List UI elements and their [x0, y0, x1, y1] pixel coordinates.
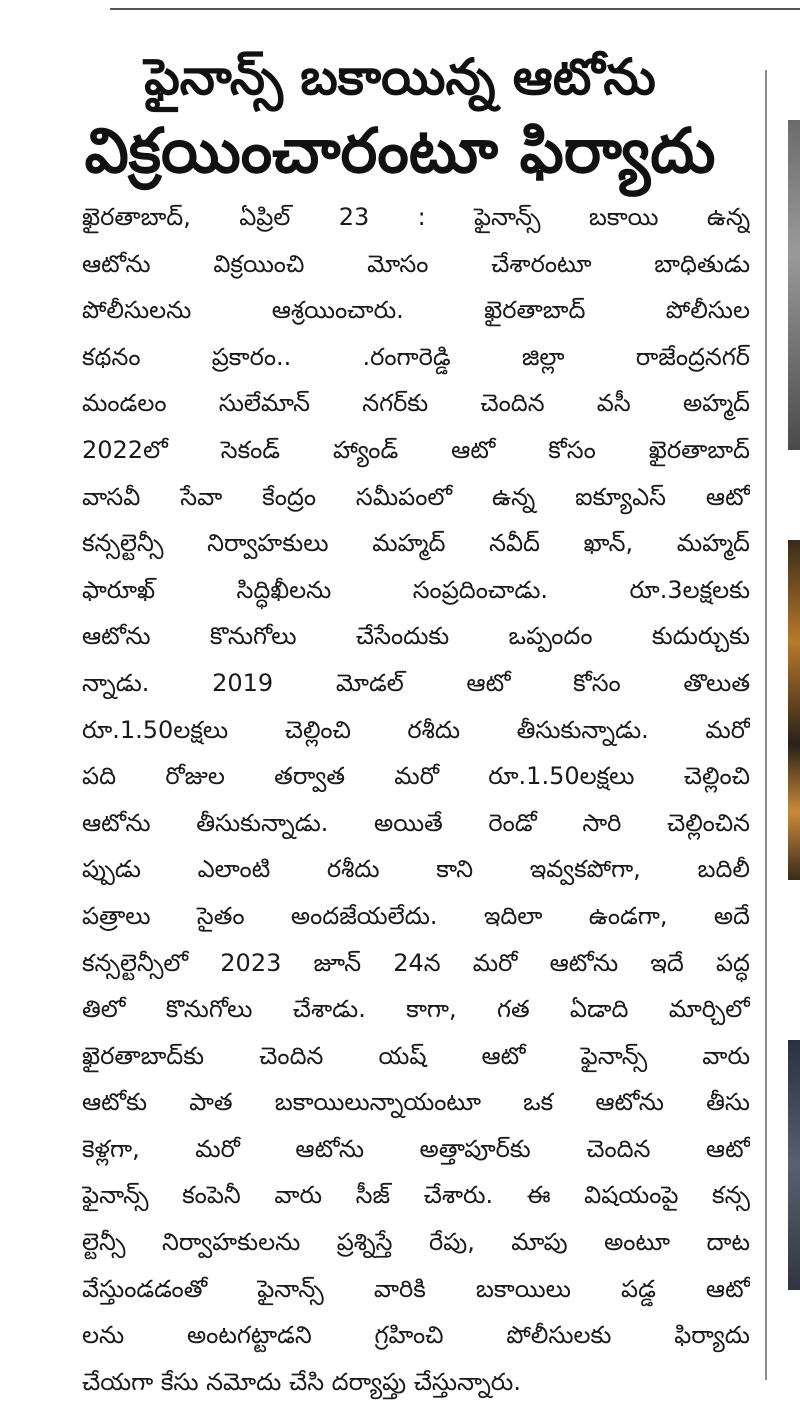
- article-line: ప్పుడు ఎలాంటి రశీదు కాని ఇవ్వకపోగా, బదిలీ: [82, 855, 750, 884]
- article-body: [82, 194, 750, 1405]
- article-line: వేస్తుండడంతో ఫైనాన్స్ వారికి బకాయిలు పడ్డ ఆటో: [82, 1274, 750, 1303]
- article-line: వాసవీ సేవా కేంద్రం సమీపంలో ఉన్న ఐక్యూఎస్ ఆటో: [82, 482, 750, 511]
- adjacent-column-edge: [788, 0, 800, 1385]
- article-line: చేయగా కేసు నమోదు చేసి దర్యాప్తు చేస్తున్నారు.: [82, 1367, 521, 1396]
- headline-line-1: ఫైనాన్స్ బకాయిన్న ఆటోను: [144, 48, 656, 106]
- article-line: కన్సల్టెన్సీ నిర్వాహకులు మహ్మద్ నవీద్ ఖాన్, మహ్మద్: [82, 529, 750, 558]
- article-line: పోలీసులను ఆశ్రయించారు. ఖైరతాబాద్ పోలీసుల: [82, 296, 750, 325]
- article-line: రూ.1.50లక్షలు చెల్లించి రశీదు తీసుకున్నాడు. మరో: [82, 715, 750, 744]
- article-line: ఫైనాన్స్ కంపెనీ వారు సీజ్ చేశారు. ఈ విషయంపై కన్స: [82, 1181, 750, 1210]
- article-line: ఆటోకు పాత బకాయిలున్నాయంటూ ఒక ఆటోను తీసు: [82, 1088, 750, 1117]
- article-line: పత్రాలు సైతం అందజేయలేదు. ఇదిలా ఉండగా, అదే: [82, 901, 750, 930]
- article-line: లను అంటగట్టాడని గ్రహించి పోలీసులకు ఫిర్యాదు: [82, 1321, 750, 1350]
- article-line: కథనం ప్రకారం.. .రంగారెడ్డి జిల్లా రాజేంద్రనగర్: [82, 342, 750, 371]
- article-line: ఖైరతాబాద్‌కు చెందిన యష్ ఆటో ఫైనాన్స్ వారు: [82, 1041, 750, 1070]
- article-line: న్నాడు. 2019 మోడల్ ఆటో కోసం తొలుత: [82, 668, 750, 697]
- top-divider: [110, 8, 800, 10]
- article-line: ఆటోను విక్రయించి మోసం చేశారంటూ బాధితుడు: [82, 249, 750, 278]
- article-line: తిలో కొనుగోలు చేశాడు. కాగా, గత ఏడాది మార్చిలో: [82, 995, 750, 1024]
- headline-line-2: విక్రయించారంటూ ఫిర్యాదు: [84, 114, 716, 187]
- article-line: ఆటోను తీసుకున్నాడు. అయితే రెండో సారి చెల్లించిన: [82, 808, 750, 837]
- adjacent-photo-edge: [788, 540, 800, 880]
- article-line: మండలం సులేమాన్ నగర్‌కు చెందిన వసీ అహ్మద్: [82, 389, 750, 418]
- adjacent-photo-edge: [788, 120, 800, 450]
- article-line: ఆటోను కొనుగోలు చేసేందుకు ఒప్పందం కుదుర్చుకు: [82, 622, 750, 651]
- article-line: పది రోజుల తర్వాత మరో రూ.1.50లక్షలు చెల్లించి: [82, 762, 750, 791]
- adjacent-photo-edge: [788, 1040, 800, 1290]
- article-line: ల్టెన్సీ నిర్వాహకులను ప్రశ్నిస్తే రేపు, మాపు అంటూ దాట: [82, 1228, 750, 1257]
- column-divider: [765, 70, 767, 1380]
- article-line: ఫారూఖ్ సిద్ధిఖీలను సంప్రదించాడు. రూ.3లక్షలకు: [82, 575, 750, 604]
- article-line: కెళ్లగా, మరో ఆటోను అత్తాపూర్‌కు చెందిన ఆటో: [82, 1134, 750, 1163]
- article-line: కన్సల్టెన్సీలో 2023 జూన్ 24న మరో ఆటోను ఇదే పద్ధ: [82, 948, 750, 977]
- article-line: 2022లో సెకండ్ హ్యాండ్ ఆటో కోసం ఖైరతాబాద్: [82, 435, 750, 464]
- article-line: ఖైరతాబాద్, ఏప్రిల్ 23 : ఫైనాన్స్ బకాయి ఉన్న: [82, 203, 750, 231]
